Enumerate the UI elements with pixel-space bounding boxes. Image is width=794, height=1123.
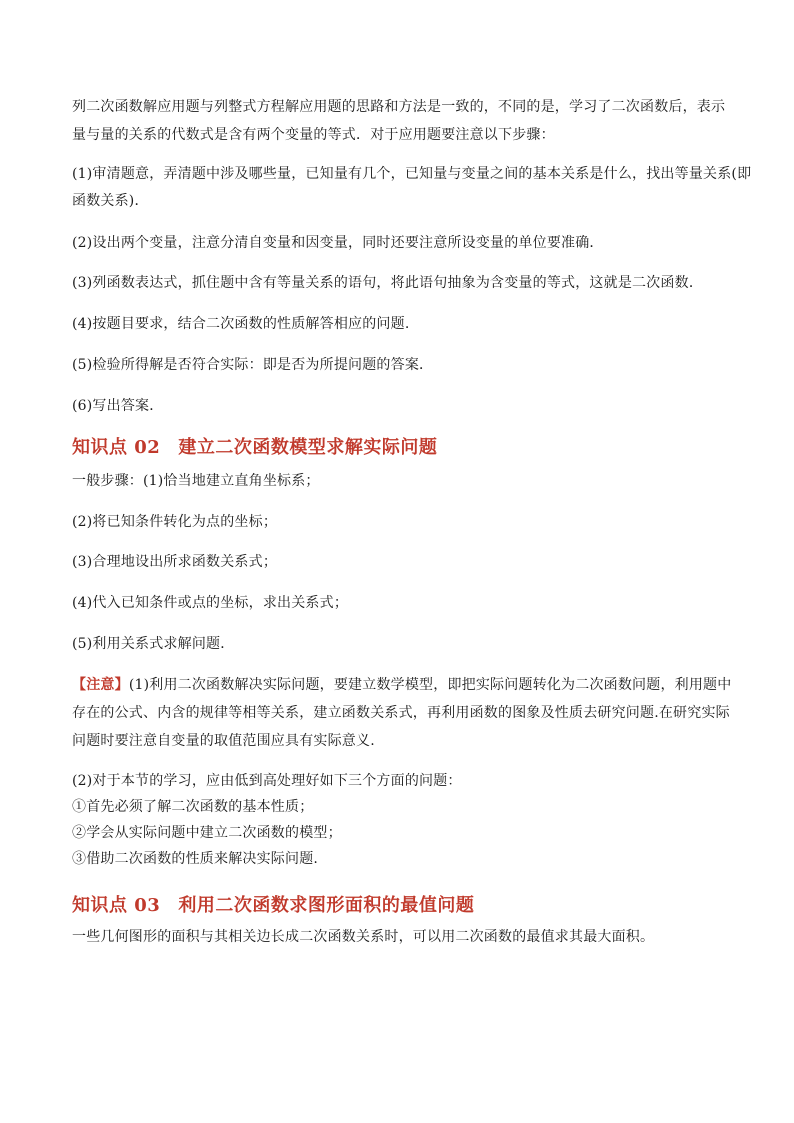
intro-line-1: 列二次函数解应用题与列整式方程解应用题的思路和方法是一致的，不同的是，学习了二次函数后，表示 — [72, 99, 726, 115]
note-text-1: (1)利用二次函数解决实际问题，要建立数学模型，即把实际问题转化为二次函数问题，利用题中 — [128, 677, 732, 693]
study-point-3: ③借助二次函数的性质来解决实际问题. — [72, 851, 319, 867]
step-1-line-2: 函数关系)． — [72, 193, 149, 209]
step-1-line-1: (1)审清题意，弄清题中涉及哪些量，已知量有几个，已知量与变量之间的基本关系是什么，找出等量关系(即 — [72, 166, 752, 182]
section-number: 知识点 02 — [72, 437, 161, 458]
general-steps-4: (4)代入已知条件或点的坐标，求出关系式； — [72, 595, 349, 611]
general-steps-3: (3)合理地设出所求函数关系式； — [72, 554, 278, 570]
section-heading-03 — [72, 891, 474, 917]
note-label: 【注意】 — [72, 677, 129, 693]
section-heading-02 — [72, 433, 437, 459]
intro-line-2: 量与量的关系的代数式是含有两个变量的等式．对于应用题要注意以下步骤： — [72, 127, 555, 143]
step-2: (2)设出两个变量，注意分清自变量和因变量，同时还要注意所设变量的单位要准确． — [72, 235, 604, 251]
note-line-2: 存在的公式、内含的规律等相等关系，建立函数关系式，再利用函数的图象及性质去研究问题.在研究实际 — [72, 705, 730, 721]
step-4: (4)按题目要求，结合二次函数的性质解答相应的问题. — [72, 316, 410, 332]
study-point-2: ②学会从实际问题中建立二次函数的模型； — [72, 825, 342, 841]
step-6: (6)写出答案． — [72, 398, 164, 414]
note-line-3: 问题时要注意自变量的取值范围应具有实际意义. — [72, 733, 375, 749]
section-title: 建立二次函数模型求解实际问题 — [178, 437, 438, 458]
general-steps-1: 一般步骤：(1)恰当地建立直角坐标系； — [72, 473, 320, 489]
section-number: 知识点 03 — [72, 895, 161, 916]
note-line-1 — [72, 674, 732, 696]
section3-text: 一些几何图形的面积与其相关边长成二次函数关系时，可以用二次函数的最值求其最大面积。 — [72, 929, 655, 945]
study-point-1: ①首先必须了解二次函数的基本性质； — [72, 799, 314, 815]
general-steps-5: (5)利用关系式求解问题． — [72, 636, 235, 652]
study-point-intro: (2)对于本节的学习，应由低到高处理好如下三个方面的问题： — [72, 773, 462, 789]
step-5: (5)检验所得解是否符合实际：即是否为所提问题的答案． — [72, 357, 434, 373]
step-3: (3)列函数表达式，抓住题中含有等量关系的语句，将此语句抽象为含变量的等式，这就是二次函数． — [72, 275, 704, 291]
section-title: 利用二次函数求图形面积的最值问题 — [178, 895, 475, 916]
general-steps-2: (2)将已知条件转化为点的坐标； — [72, 514, 278, 530]
